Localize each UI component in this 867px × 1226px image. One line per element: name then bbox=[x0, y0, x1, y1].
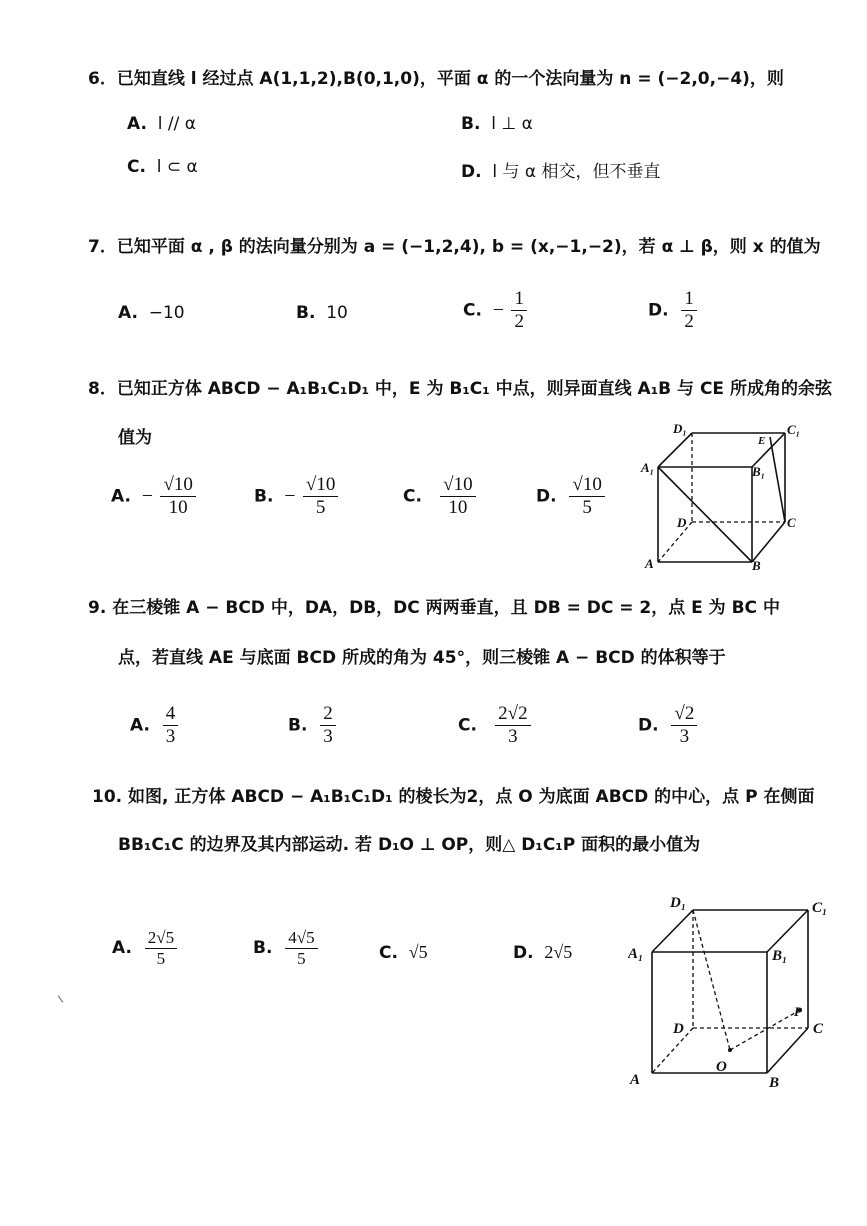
q10-edge-cb bbox=[767, 1028, 808, 1073]
q9-option-c-denominator: 3 bbox=[508, 725, 518, 747]
q8-option-c-label: C. bbox=[403, 486, 422, 507]
q6-option-c[interactable] bbox=[127, 157, 198, 177]
q8-option-b-numerator: √10 bbox=[303, 474, 338, 497]
q8-option-b[interactable] bbox=[254, 474, 340, 519]
q8-segment-a1b bbox=[658, 467, 752, 562]
q8-option-a[interactable] bbox=[111, 474, 198, 519]
q8-label-a1: A₁ bbox=[641, 460, 655, 475]
q10-option-b-fraction bbox=[285, 928, 317, 968]
q10-label-b1: B₁ bbox=[772, 948, 788, 964]
q8-label-b: B bbox=[752, 558, 761, 573]
q7-option-c-sign: − bbox=[492, 298, 505, 321]
q10-label-a1: A₁ bbox=[628, 946, 644, 962]
q8-option-b-denominator: 5 bbox=[315, 496, 326, 518]
q10-hidden-op bbox=[730, 1010, 800, 1050]
q10-edge-a1d1 bbox=[652, 910, 693, 952]
q8-label-d: D bbox=[677, 515, 687, 530]
q7-option-b-label: B. bbox=[296, 303, 316, 323]
q9-option-c-numerator: 2√2 bbox=[495, 703, 530, 726]
q10-option-a-fraction bbox=[145, 928, 177, 968]
q10-cube-figure bbox=[628, 890, 838, 1090]
q9-option-d-fraction bbox=[671, 703, 697, 748]
q7-option-c-numerator: 1 bbox=[511, 288, 527, 311]
q10-label-c: C bbox=[813, 1021, 824, 1037]
q10-stem-line2: BB₁C₁C 的边界及其内部运动. 若 D₁O ⊥ OP，则△ D₁C₁P 面积的最小值为 bbox=[118, 835, 701, 855]
q10-option-d[interactable] bbox=[513, 942, 572, 963]
q7-option-c-fraction bbox=[511, 288, 527, 333]
q8-option-a-sign: − bbox=[141, 484, 154, 507]
q8-segment-ce bbox=[770, 437, 785, 522]
q8-option-a-label: A. bbox=[111, 486, 131, 507]
q8-option-a-fraction bbox=[160, 474, 195, 519]
q6-option-d-text: l 与 α 相交，但不垂直 bbox=[492, 162, 661, 182]
q6-stem: 6．已知直线 l 经过点 A(1,1,2),B(0,1,0)，平面 α 的一个法向量为 n = (−2,0,−4)，则 bbox=[88, 69, 784, 89]
q6-option-d[interactable] bbox=[461, 157, 661, 182]
q7-option-d-label: D. bbox=[648, 300, 669, 321]
q8-option-b-fraction bbox=[303, 474, 338, 519]
q6-option-a-label: A. bbox=[127, 114, 147, 134]
q10-label-c1: C₁ bbox=[812, 900, 828, 916]
q8-cube-edges bbox=[658, 433, 785, 562]
q6-option-c-label: C. bbox=[127, 157, 146, 177]
q8-label-d1: D₁ bbox=[673, 421, 687, 436]
q8-label-e: E bbox=[758, 435, 766, 447]
q7-option-a-text: −10 bbox=[148, 303, 185, 323]
q6-option-c-text: l ⊂ α bbox=[156, 157, 198, 177]
q8-cube-figure bbox=[640, 418, 810, 574]
q7-option-b-text: 10 bbox=[326, 303, 348, 323]
q10-option-a-denominator: 5 bbox=[156, 948, 166, 968]
q7-option-a[interactable] bbox=[118, 303, 185, 323]
q6-option-b[interactable] bbox=[461, 114, 533, 134]
q8-stem-line2: 值为 bbox=[118, 428, 152, 448]
q10-option-a-label: A. bbox=[112, 938, 132, 959]
q7-stem: 7．已知平面 α , β 的法向量分别为 a = (−1,2,4), b = (x,−1,−2)，若 α ⊥ β，则 x 的值为 bbox=[88, 237, 821, 257]
q8-option-c-denominator: 10 bbox=[448, 496, 468, 518]
q8-option-d-numerator: √10 bbox=[569, 474, 604, 497]
q9-stem-line1: 9. 在三棱锥 A − BCD 中，DA，DB，DC 两两垂直，且 DB = DC = 2，点 E 为 BC 中 bbox=[88, 598, 780, 618]
q8-option-d[interactable] bbox=[536, 474, 607, 519]
q8-option-c-fraction bbox=[440, 474, 475, 519]
q10-label-o: O bbox=[716, 1059, 727, 1075]
stray-mark bbox=[58, 995, 63, 1002]
q9-option-d-numerator: √2 bbox=[671, 703, 697, 726]
q10-option-b-numerator: 4√5 bbox=[285, 928, 317, 949]
q8-label-c1: C₁ bbox=[787, 422, 801, 437]
q10-option-b[interactable] bbox=[253, 928, 320, 968]
q8-option-d-denominator: 5 bbox=[582, 496, 592, 518]
q8-option-d-label: D. bbox=[536, 486, 557, 507]
q9-option-d-label: D. bbox=[638, 715, 659, 736]
q9-option-a-denominator: 3 bbox=[165, 725, 176, 747]
q9-option-a-fraction bbox=[163, 703, 179, 748]
q9-option-a[interactable] bbox=[130, 703, 180, 748]
q10-edge-c1b1 bbox=[767, 910, 808, 952]
q7-option-c-label: C. bbox=[463, 300, 482, 321]
q9-option-b-numerator: 2 bbox=[320, 703, 336, 726]
q7-option-d-numerator: 1 bbox=[681, 288, 697, 311]
q8-hidden-da bbox=[658, 522, 692, 562]
q8-label-b1: B₁ bbox=[752, 464, 766, 479]
q8-edge-a1d1 bbox=[658, 433, 692, 467]
q9-option-b-label: B. bbox=[288, 715, 308, 736]
q9-option-b[interactable] bbox=[288, 703, 338, 748]
q10-stem-line1: 10. 如图, 正方体 ABCD − A₁B₁C₁D₁ 的棱长为2，点 O 为底面 ABCD 的中心，点 P 在侧面 bbox=[92, 787, 815, 807]
q8-option-d-fraction bbox=[569, 474, 604, 519]
q9-option-b-fraction bbox=[320, 703, 336, 748]
q9-option-d[interactable] bbox=[638, 703, 699, 748]
q10-option-d-text: 2√5 bbox=[544, 942, 573, 962]
q8-option-b-label: B. bbox=[254, 486, 274, 507]
q7-option-c-denominator: 2 bbox=[514, 310, 524, 332]
q9-option-d-denominator: 3 bbox=[679, 725, 690, 747]
q10-option-c[interactable] bbox=[379, 942, 428, 963]
q8-edge-cb bbox=[752, 522, 785, 562]
q8-stem-line1: 8．已知正方体 ABCD − A₁B₁C₁D₁ 中，E 为 B₁C₁ 中点，则异面直线 A₁B 与 CE 所成角的余弦 bbox=[88, 379, 832, 399]
q9-option-a-label: A. bbox=[130, 715, 150, 736]
q8-label-a: A bbox=[645, 556, 654, 571]
q8-label-c: C bbox=[787, 515, 796, 530]
q10-label-d: D bbox=[673, 1021, 684, 1037]
q10-hidden-d1o bbox=[693, 910, 730, 1050]
q10-option-c-text: √5 bbox=[408, 942, 428, 962]
q9-option-b-denominator: 3 bbox=[323, 725, 333, 747]
q7-option-d[interactable] bbox=[648, 288, 699, 333]
q9-option-a-numerator: 4 bbox=[163, 703, 179, 726]
q8-edge-c1b1 bbox=[752, 433, 785, 467]
q6-option-a-text: l // α bbox=[157, 114, 196, 134]
q10-option-b-label: B. bbox=[253, 938, 273, 959]
q10-option-a[interactable] bbox=[112, 928, 179, 968]
q10-option-d-label: D. bbox=[513, 943, 534, 963]
q6-option-d-label: D. bbox=[461, 162, 482, 182]
q8-option-a-numerator: √10 bbox=[160, 474, 195, 497]
q6-option-b-label: B. bbox=[461, 114, 481, 134]
q10-option-a-numerator: 2√5 bbox=[145, 928, 177, 949]
q9-option-c[interactable] bbox=[458, 703, 533, 748]
q7-option-a-label: A. bbox=[118, 303, 138, 323]
q10-point-o bbox=[728, 1048, 732, 1052]
q10-label-b: B bbox=[769, 1075, 780, 1090]
q7-option-d-fraction bbox=[681, 288, 697, 333]
q8-option-b-sign: − bbox=[284, 484, 296, 507]
q8-option-a-denominator: 10 bbox=[168, 496, 188, 518]
q6-option-a[interactable] bbox=[127, 114, 196, 134]
q8-option-c-numerator: √10 bbox=[440, 474, 475, 497]
q9-stem-line2: 点，若直线 AE 与底面 BCD 所成的角为 45°，则三棱锥 A − BCD 的体积等于 bbox=[118, 648, 726, 668]
q10-label-a: A bbox=[630, 1072, 641, 1088]
q9-option-c-label: C. bbox=[458, 715, 477, 736]
q8-option-c[interactable] bbox=[403, 474, 478, 519]
q6-option-b-text: l ⊥ α bbox=[491, 114, 533, 134]
q7-option-d-denominator: 2 bbox=[684, 310, 694, 332]
q10-label-d1: D₁ bbox=[670, 895, 687, 911]
q7-option-c[interactable] bbox=[463, 288, 529, 333]
q10-option-c-label: C. bbox=[379, 943, 398, 963]
q10-label-p: P bbox=[794, 1004, 802, 1019]
q7-option-b[interactable] bbox=[296, 303, 348, 323]
q9-option-c-fraction bbox=[495, 703, 530, 748]
q10-option-b-denominator: 5 bbox=[297, 948, 306, 968]
